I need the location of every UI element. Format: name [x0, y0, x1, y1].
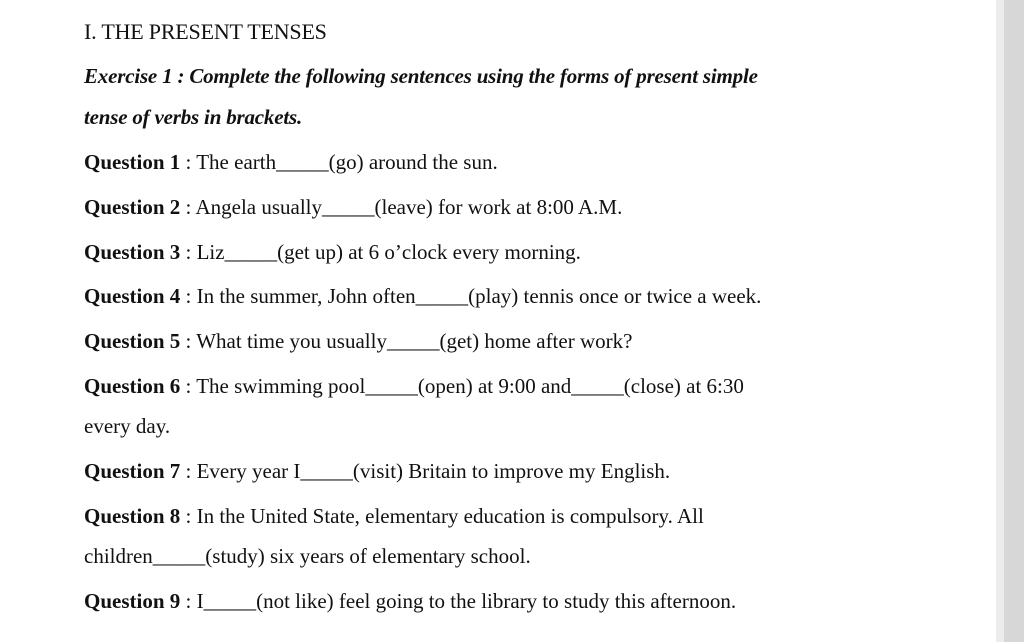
question-6-text-line-1: The swimming pool_____(open) at 9:00 and_____(close) at 6:30	[196, 374, 744, 398]
question-3	[84, 239, 581, 265]
question-2-label: Question 2	[84, 195, 181, 219]
exercise-separator: :	[172, 64, 190, 88]
question-2-text: Angela usually_____(leave) for work at 8:00 A.M.	[195, 195, 623, 219]
question-8-label: Question 8	[84, 504, 181, 528]
question-8-text-line-1: In the United State, elementary education is compulsory. All	[196, 504, 704, 528]
question-8-separator: :	[180, 504, 197, 528]
question-3-text: Liz_____(get up) at 6 o’clock every morning.	[196, 240, 581, 264]
question-2-separator: :	[180, 195, 196, 219]
question-1-label: Question 1	[84, 150, 181, 174]
exercise-instruction-line-1	[84, 63, 758, 89]
question-6-label: Question 6	[84, 374, 181, 398]
question-6-text-line-2: every day.	[84, 414, 171, 438]
question-6-separator: :	[180, 374, 197, 398]
exercise-label: Exercise 1	[84, 64, 173, 88]
question-6	[84, 373, 744, 399]
question-4	[84, 283, 761, 309]
question-4-text: In the summer, John often_____(play) tennis once or twice a week.	[196, 284, 762, 308]
question-3-separator: :	[180, 240, 197, 264]
exercise-instruction-text-1: Complete the following sentences using the forms of present simple	[189, 64, 758, 88]
section-heading: I. THE PRESENT TENSES	[84, 19, 327, 44]
question-9-text: I_____(not like) feel going to the library to study this afternoon.	[196, 589, 737, 613]
right-scroll-edge	[996, 0, 1024, 642]
question-9-separator: :	[180, 589, 197, 613]
question-7	[84, 458, 670, 484]
question-4-separator: :	[180, 284, 197, 308]
question-8-text-line-2: children_____(study) six years of elementary school.	[84, 544, 531, 568]
question-8	[84, 503, 704, 529]
question-4-label: Question 4	[84, 284, 181, 308]
question-5-separator: :	[180, 329, 197, 353]
question-1-separator: :	[180, 150, 197, 174]
question-7-separator: :	[180, 459, 197, 483]
question-2	[84, 194, 622, 220]
question-1-text: The earth_____(go) around the sun.	[196, 150, 498, 174]
question-7-label: Question 7	[84, 459, 181, 483]
question-9	[84, 588, 736, 614]
question-3-label: Question 3	[84, 240, 181, 264]
exercise-instruction-line-2: tense of verbs in brackets.	[84, 105, 302, 129]
question-1	[84, 149, 498, 175]
question-7-text: Every year I_____(visit) Britain to improve my English.	[196, 459, 671, 483]
question-9-label: Question 9	[84, 589, 181, 613]
question-5-text: What time you usually_____(get) home after work?	[196, 329, 633, 353]
question-5	[84, 328, 632, 354]
question-5-label: Question 5	[84, 329, 181, 353]
